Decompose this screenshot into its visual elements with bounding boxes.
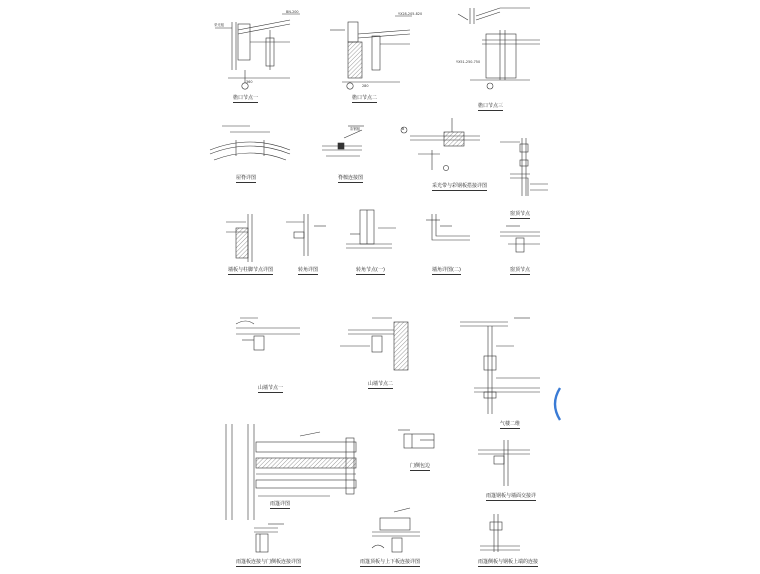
partial-circle-icon [548, 386, 562, 422]
caption-eave-node-2: 檐口节点二 [352, 95, 378, 101]
caption-eave-node-3: 檐口节点三 [478, 103, 504, 109]
caption-wall-foot: 墙板与柱脚节点详图 [228, 267, 274, 273]
detail-ridge [210, 126, 290, 160]
detail-canopy-top-plate [372, 508, 420, 552]
caption-window-top: 窗顶节点 [510, 267, 531, 273]
caption-canopy-door-plate: 雨篷板连接与门侧板连接详图 [236, 559, 302, 565]
annotation-code-b: YX28-205-820 [398, 12, 423, 16]
detail-door-side-trim [398, 430, 434, 448]
annotation-dim-b: 280 [362, 84, 369, 88]
caption-door-side-trim: 门侧包边 [410, 463, 431, 469]
detail-corner-node-1 [346, 210, 396, 248]
caption-wall-corner-2: 墙角详图(二) [432, 267, 461, 273]
annotation-mark-b: 彩钢板 [350, 127, 361, 131]
caption-canopy-side-plate: 雨篷侧板与钢板上端的连接 [478, 559, 539, 565]
detail-corner [286, 214, 326, 256]
annotation-code-c: YX51-250-750 [456, 60, 481, 64]
annotation-dim-c: B [402, 127, 405, 131]
detail-canopy-side-plate [480, 514, 520, 552]
annotation-mark-a: 采光板 [214, 23, 225, 27]
detail-gable-node-2 [340, 318, 408, 370]
caption-gable-node-2: 山墙节点二 [368, 381, 394, 387]
detail-eave-node-1 [215, 14, 300, 89]
detail-eave-node-2 [330, 16, 412, 89]
detail-window-top [500, 226, 540, 252]
detail-canopy-wall-joint [478, 440, 530, 486]
caption-ridge-purlin: 脊檩连接图 [338, 175, 364, 181]
annotation-dim-a: 360 [246, 80, 253, 84]
detail-canopy-door-plate [254, 524, 284, 552]
caption-gable-node-1: 山墙节点一 [258, 385, 284, 391]
caption-skylight-strip: 采光带与彩钢板搭接详图 [432, 183, 488, 189]
detail-wall-corner-2 [426, 214, 470, 240]
caption-corner-node-1: 转角节点(一) [356, 267, 385, 273]
caption-clerestory: 气楼二维 [500, 421, 521, 427]
caption-corner: 转角详图 [298, 267, 319, 273]
annotation-code-a: BN-200 [286, 10, 299, 14]
caption-ridge: 屋脊详图 [236, 175, 257, 181]
caption-canopy-top-plate: 雨篷顶板与上下板连接详图 [360, 559, 421, 565]
caption-canopy-wall-joint: 雨篷钢板与墙面交接详 [486, 493, 537, 499]
detail-canopy [226, 424, 356, 520]
detail-window-top-right [500, 138, 548, 196]
detail-clerestory [460, 318, 540, 414]
detail-wall-foot [226, 214, 252, 262]
caption-canopy: 雨篷详图 [270, 501, 291, 507]
detail-skylight-strip [401, 118, 480, 171]
detail-eave-node-3 [458, 8, 540, 89]
caption-window-top-right: 窗顶节点 [510, 211, 531, 217]
caption-eave-node-1: 檐口节点一 [233, 95, 259, 101]
detail-gable-node-1 [236, 318, 300, 350]
